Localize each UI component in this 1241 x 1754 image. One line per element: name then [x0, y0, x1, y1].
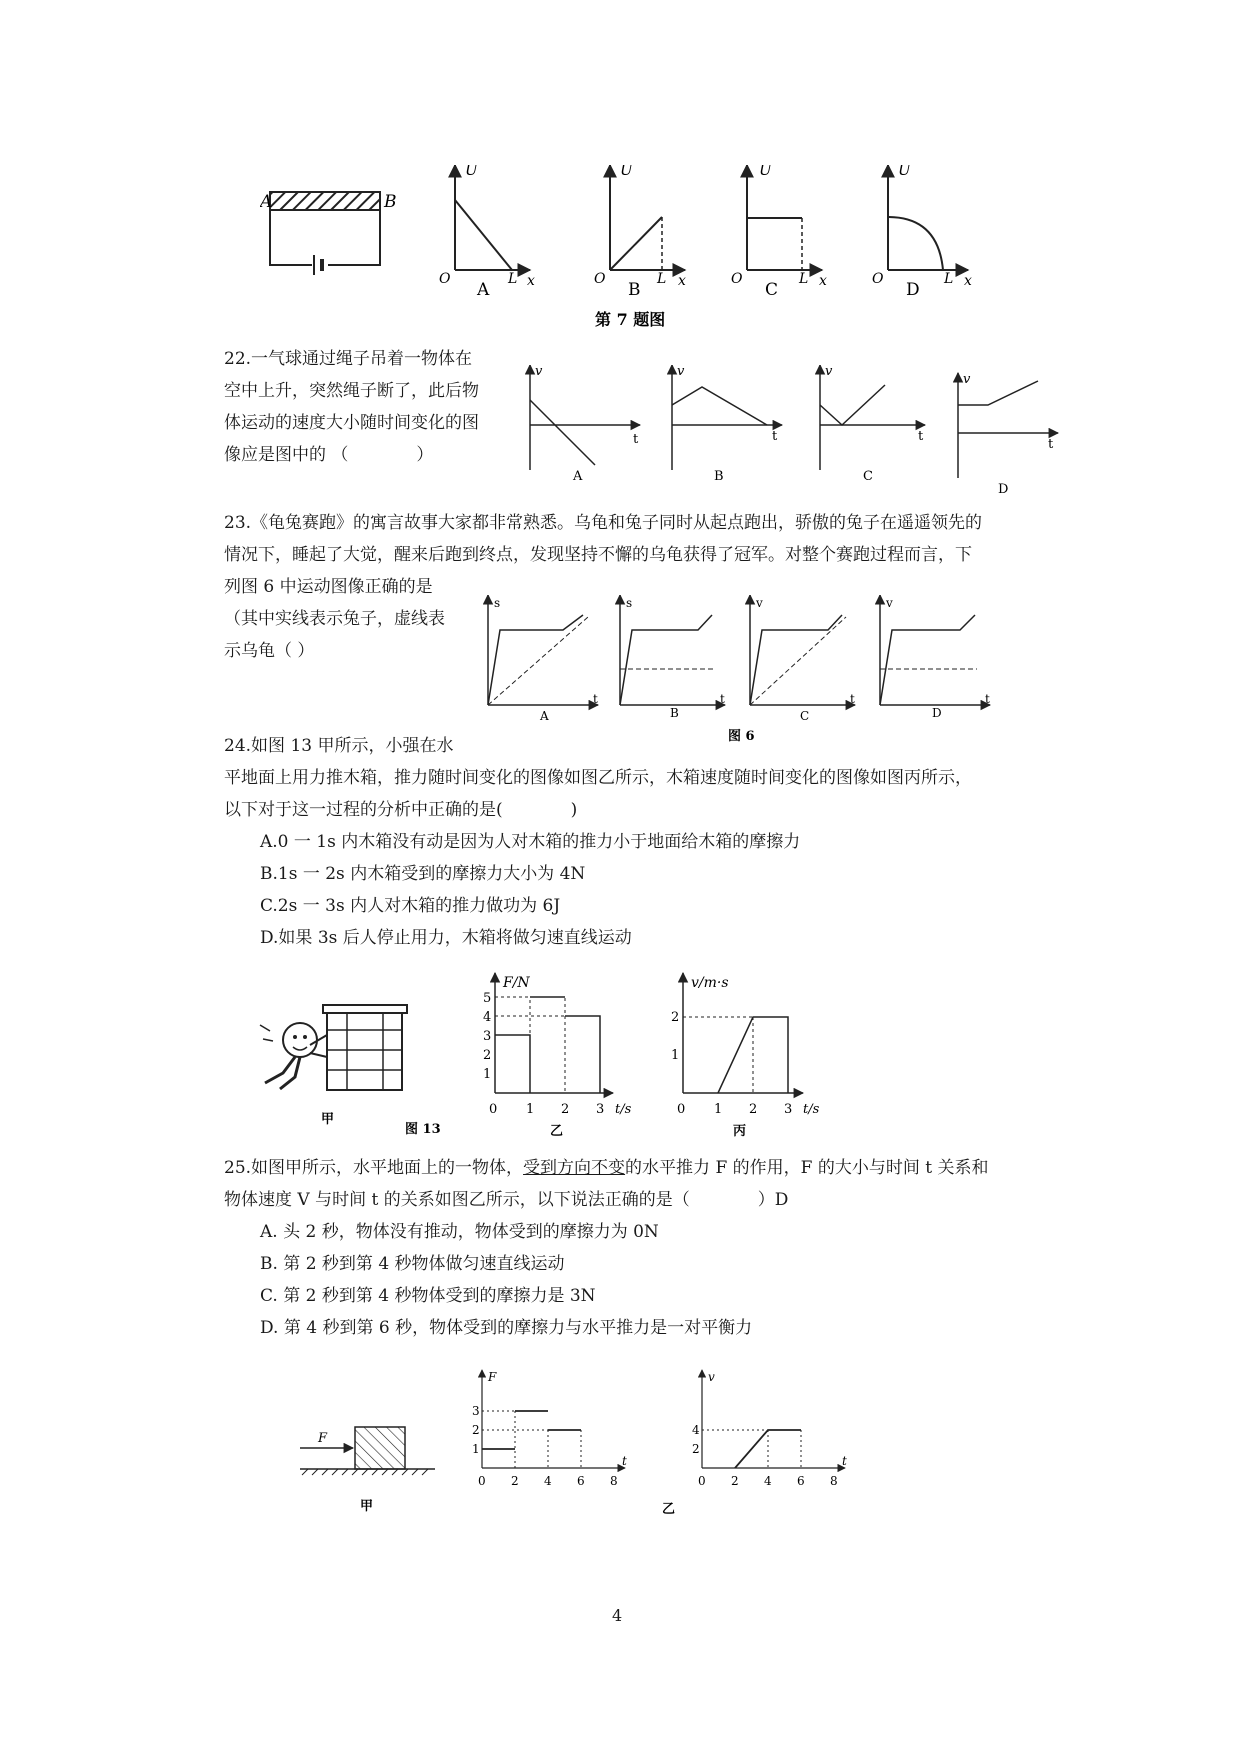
svg-text:t/s: t/s: [803, 1102, 820, 1117]
svg-text:v: v: [756, 596, 763, 610]
svg-text:A: A: [477, 280, 490, 300]
q23-graph-d: [880, 595, 990, 720]
q22-graph-d: [958, 372, 1058, 495]
q25-line-1: 25.如图甲所示，水平地面上的一物体，受到方向不变的水平推力 F 的作用，F 的大小与时间 t 关系和: [224, 1158, 989, 1178]
figure-13: [255, 965, 895, 1140]
svg-text:t: t: [850, 692, 855, 706]
svg-text:1: 1: [714, 1102, 723, 1117]
svg-text:U: U: [759, 165, 772, 179]
svg-text:C: C: [863, 469, 873, 484]
page-number: 4: [612, 1606, 623, 1625]
q22-graphs: [520, 365, 1060, 495]
svg-text:1: 1: [526, 1102, 535, 1117]
figure-13-caption: 图 13: [405, 1122, 441, 1137]
block-with-force: [300, 1427, 435, 1514]
q23-line-4: （其中实线表示兔子，虚线表: [224, 609, 445, 629]
q22-line-3: 体运动的速度大小随时间变化的图: [224, 413, 479, 433]
svg-text:0: 0: [489, 1102, 498, 1117]
svg-text:1: 1: [472, 1442, 480, 1456]
q25-option-a: A. 头 2 秒，物体没有推动，物体受到的摩擦力为 0N: [260, 1222, 659, 1242]
label-b: B: [384, 192, 397, 212]
svg-text:C: C: [765, 280, 779, 300]
svg-text:L: L: [799, 271, 809, 287]
resistor-bar: [270, 192, 380, 210]
q23-line-3: 列图 6 中运动图像正确的是: [224, 577, 433, 597]
svg-text:t: t: [985, 692, 990, 706]
svg-text:v: v: [677, 365, 685, 379]
svg-text:4: 4: [483, 1010, 492, 1025]
q23-graphs: [480, 595, 1020, 745]
q23-graph-b: [620, 595, 725, 720]
label-a: A: [260, 192, 273, 212]
time-tick-labels: [489, 1102, 604, 1117]
svg-text:2: 2: [483, 1048, 492, 1063]
svg-text:6: 6: [797, 1474, 805, 1488]
q23-line-5: 示乌龟（ ）: [224, 641, 315, 661]
svg-text:8: 8: [830, 1474, 838, 1488]
q24-line-2: 平地面上用力推木箱，推力随时间变化的图像如图乙所示，木箱速度随时间变化的图像如图丙所示，: [224, 768, 972, 788]
svg-text:L: L: [944, 271, 954, 287]
svg-text:O: O: [594, 271, 606, 287]
svg-text:t: t: [918, 429, 924, 444]
fig7-graph-d: [872, 165, 972, 300]
svg-text:2: 2: [561, 1102, 570, 1117]
svg-text:2: 2: [472, 1423, 480, 1437]
circuit-diagram: [260, 192, 397, 275]
svg-text:t: t: [842, 1454, 847, 1468]
q24-option-c: C.2s 一 3s 内人对木箱的推力做功为 6J: [260, 896, 561, 916]
svg-text:1: 1: [671, 1048, 680, 1063]
svg-text:t: t: [593, 692, 598, 706]
figure-7-caption: 第 7 题图: [595, 310, 666, 329]
svg-text:s: s: [494, 596, 501, 610]
q22-graph-b: [672, 365, 782, 484]
svg-text:O: O: [731, 271, 743, 287]
q22-line-4: 像应是图中的 （ ）: [224, 445, 434, 465]
svg-text:2: 2: [749, 1102, 758, 1117]
svg-text:4: 4: [544, 1474, 552, 1488]
svg-text:v: v: [825, 365, 833, 379]
svg-text:t: t: [633, 432, 639, 447]
svg-text:4: 4: [764, 1474, 772, 1488]
svg-text:6: 6: [577, 1474, 585, 1488]
q22-line-2: 空中上升，突然绳子断了，此后物: [224, 381, 479, 401]
svg-text:3: 3: [483, 1029, 492, 1044]
svg-text:v: v: [535, 365, 543, 379]
svg-text:t: t: [1048, 437, 1054, 452]
svg-text:U: U: [620, 165, 633, 179]
q23-line-1: 23.《龟兔赛跑》的寓言故事大家都非常熟悉。乌龟和兔子同时从起点跑出，骄傲的兔子在遥遥领先的: [224, 513, 983, 533]
velocity-time-graph: [671, 973, 820, 1139]
force-time-graph: [483, 973, 632, 1139]
svg-text:v/m·s: v/m·s: [691, 975, 729, 991]
q24-option-b: B.1s 一 2s 内木箱受到的摩擦力大小为 4N: [260, 864, 586, 884]
svg-text:F: F: [488, 1370, 497, 1384]
svg-text:丙: 丙: [733, 1124, 747, 1139]
q23-line-2: 情况下，睡起了大觉，醒来后跑到终点，发现坚持不懈的乌龟获得了冠军。对整个赛跑过程而言，下: [224, 545, 972, 565]
svg-text:O: O: [872, 271, 884, 287]
svg-text:x: x: [678, 273, 686, 289]
svg-text:t: t: [720, 692, 725, 706]
svg-text:O: O: [439, 271, 451, 287]
svg-text:x: x: [819, 273, 827, 289]
svg-text:0: 0: [698, 1474, 706, 1488]
svg-text:t: t: [772, 429, 778, 444]
svg-text:F/N: F/N: [503, 975, 530, 991]
svg-text:3: 3: [472, 1404, 480, 1418]
q25-line-2: 物体速度 V 与时间 t 的关系如图乙所示，以下说法正确的是（ ）D: [224, 1190, 789, 1210]
svg-text:2: 2: [692, 1442, 700, 1456]
svg-text:0: 0: [478, 1474, 486, 1488]
svg-text:v: v: [963, 372, 971, 387]
svg-text:2: 2: [511, 1474, 519, 1488]
q22-line-1: 22.一气球通过绳子吊着一物体在: [224, 349, 473, 369]
svg-text:5: 5: [483, 991, 492, 1006]
q24-option-d: D.如果 3s 后人停止用力，木箱将做匀速直线运动: [260, 928, 632, 948]
svg-text:1: 1: [483, 1067, 492, 1082]
svg-text:B: B: [670, 706, 679, 720]
q24-line-1: 24.如图 13 甲所示，小强在水: [224, 736, 454, 756]
q24-line-3: 以下对于这一过程的分析中正确的是( ): [224, 800, 578, 820]
svg-text:x: x: [527, 273, 535, 289]
svg-text:A: A: [540, 709, 549, 723]
svg-text:甲: 甲: [321, 1112, 335, 1127]
svg-text:U: U: [898, 165, 911, 179]
q25-force-time-graph: [472, 1370, 627, 1488]
svg-text:2: 2: [671, 1010, 680, 1025]
q25-option-d: D. 第 4 秒到第 6 秒，物体受到的摩擦力与水平推力是一对平衡力: [260, 1318, 753, 1338]
svg-text:v: v: [708, 1370, 715, 1384]
svg-text:x: x: [964, 273, 972, 289]
fig7-graph-a: [439, 165, 535, 300]
q22-graph-c: [820, 365, 925, 484]
q25-velocity-time-graph: [692, 1370, 847, 1488]
svg-text:F: F: [318, 1431, 328, 1446]
svg-text:0: 0: [677, 1102, 686, 1117]
svg-text:甲: 甲: [360, 1499, 374, 1514]
svg-text:D: D: [906, 280, 920, 300]
figure-6-caption: 图 6: [728, 729, 755, 744]
q24-option-a: A.0 一 1s 内木箱没有动是因为人对木箱的推力小于地面给木箱的摩擦力: [260, 832, 801, 852]
svg-text:B: B: [714, 469, 724, 484]
svg-text:t/s: t/s: [615, 1102, 632, 1117]
q25-option-c: C. 第 2 秒到第 4 秒物体受到的摩擦力是 3N: [260, 1286, 596, 1306]
svg-text:v: v: [886, 596, 893, 610]
svg-text:s: s: [626, 596, 633, 610]
figure-7: [260, 165, 1040, 335]
svg-text:U: U: [465, 165, 478, 179]
svg-text:D: D: [998, 482, 1009, 495]
force-tick-labels: [483, 991, 491, 1082]
fig7-graph-b: [594, 165, 686, 300]
svg-text:乙: 乙: [550, 1124, 564, 1139]
svg-text:C: C: [800, 709, 810, 723]
svg-text:3: 3: [784, 1102, 793, 1117]
svg-text:A: A: [573, 469, 583, 484]
q25-option-b: B. 第 2 秒到第 4 秒物体做匀速直线运动: [260, 1254, 565, 1274]
svg-text:L: L: [657, 271, 667, 287]
q22-graph-a: [530, 365, 640, 484]
svg-text:D: D: [932, 706, 942, 720]
svg-text:t: t: [622, 1454, 627, 1468]
boy-pushing-crate-illustration: [260, 1005, 407, 1127]
svg-text:4: 4: [692, 1423, 700, 1437]
svg-text:乙: 乙: [662, 1502, 676, 1517]
svg-text:2: 2: [731, 1474, 739, 1488]
q23-graph-c: [750, 595, 855, 723]
svg-text:3: 3: [596, 1102, 605, 1117]
q25-figures: [290, 1365, 890, 1525]
svg-text:L: L: [508, 271, 518, 287]
svg-text:B: B: [628, 280, 641, 300]
fig7-graph-c: [731, 165, 827, 300]
svg-text:8: 8: [610, 1474, 618, 1488]
